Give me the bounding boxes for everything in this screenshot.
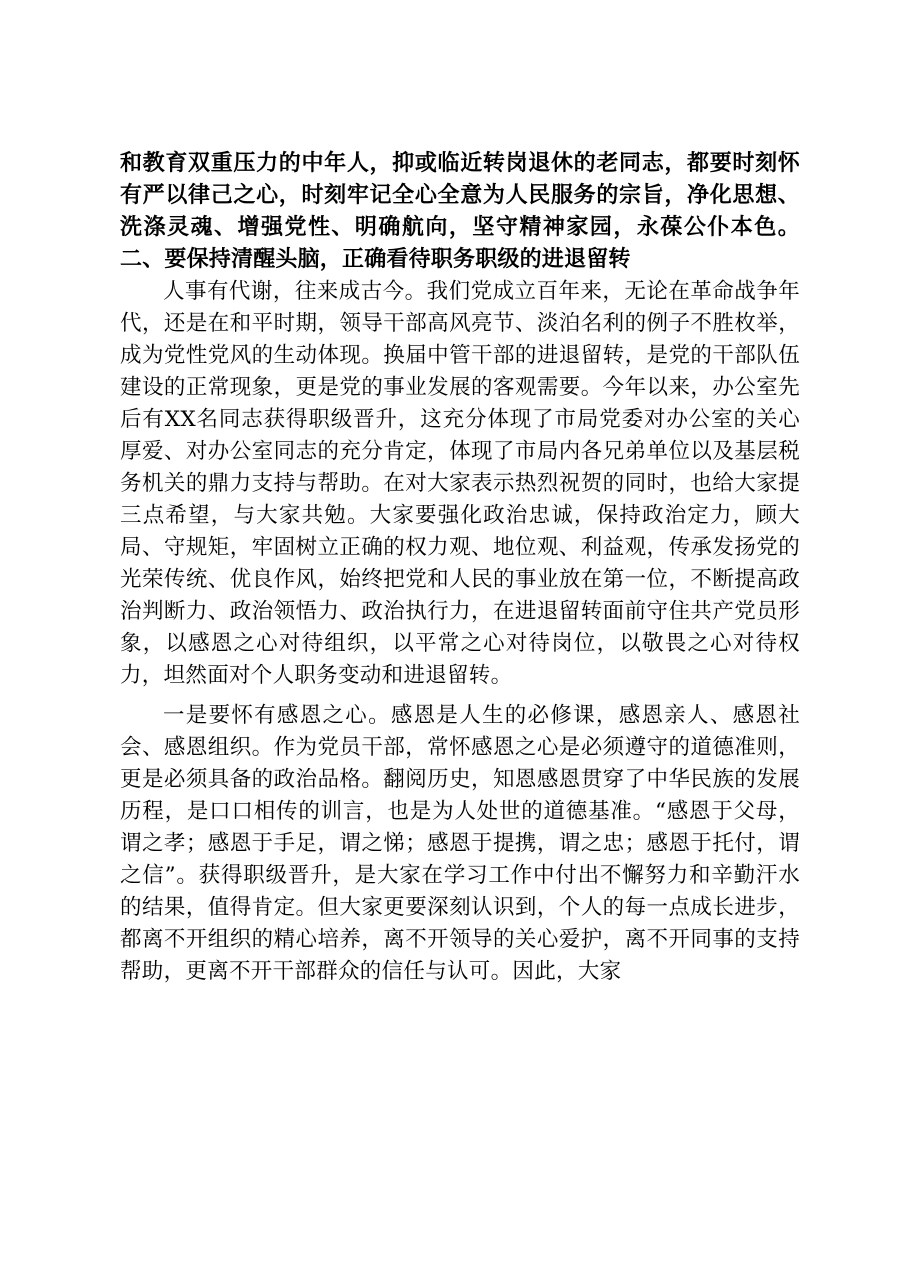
paragraph-personnel-changes: 人事有代谢，往来成古今。我们党成立百年来，无论在革命战争年代，还是在和平时期，领导干部高风亮节、淡泊名利的例子不胜枚举，成为党性党风的生动体现。换届中管干部的进退留转，是党的干部队伍建设的正常现象，更是党的事业发展的客观需要。今年以来，办公室先后有XX名同志获得职级晋升，这充分体现了市局党委对办公室的关心厚爱、对办公室同志的充分肯定，体现了市局内各兄弟单位以及基层税务机关的鼎力支持与帮助。在对大家表示热烈祝贺的同时，也给大家提三点希望，与大家共勉。大家要强化政治忠诚，保持政治定力，顾大局、守规矩，牢固树立正确的权力观、地位观、利益观，传承发扬党的光荣传统、优良作风，始终把党和人民的事业放在第一位，不断提高政治判断力、政治领悟力、政治执行力，在进退留转面前守住共产党员形象，以感恩之心对待组织，以平常之心对待岗位，以敬畏之心对待权力，坦然面对个人职务变动和进退留转。	[120, 279, 800, 688]
section-heading-text: 和教育双重压力的中年人，抑或临近转岗退休的老同志，都要时刻怀有严以律己之心，时刻牢记全心全意为人民服务的宗旨，净化思想、洗涤灵魂、增强党性、明确航向，坚守精神家园，永葆公仆本色。二、要保持清醒头脑，正确看待职务职级的进退留转	[120, 151, 800, 272]
paragraph-gratitude: 一是要怀有感恩之心。感恩是人生的必修课，感恩亲人、感恩社会、感恩组织。作为党员干部，常怀感恩之心是必须遵守的道德准则，更是必须具备的政治品格。翻阅历史，知恩感恩贯穿了中华民族的发展历程，是口口相传的训言，也是为人处世的道德基准。“感恩于父母，谓之孝；感恩于手足，谓之悌；感恩于提携，谓之忠；感恩于托付，谓之信”。获得职级晋升，是大家在学习工作中付出不懈努力和辛勤汗水的结果，值得肯定。但大家更要深刻认识到，个人的每一点成长进步，都离不开组织的精心培养，离不开领导的关心爱护，离不开同事的支持帮助，更离不开干部群众的信任与认可。因此，大家	[120, 703, 800, 984]
document-body	[120, 148, 800, 988]
